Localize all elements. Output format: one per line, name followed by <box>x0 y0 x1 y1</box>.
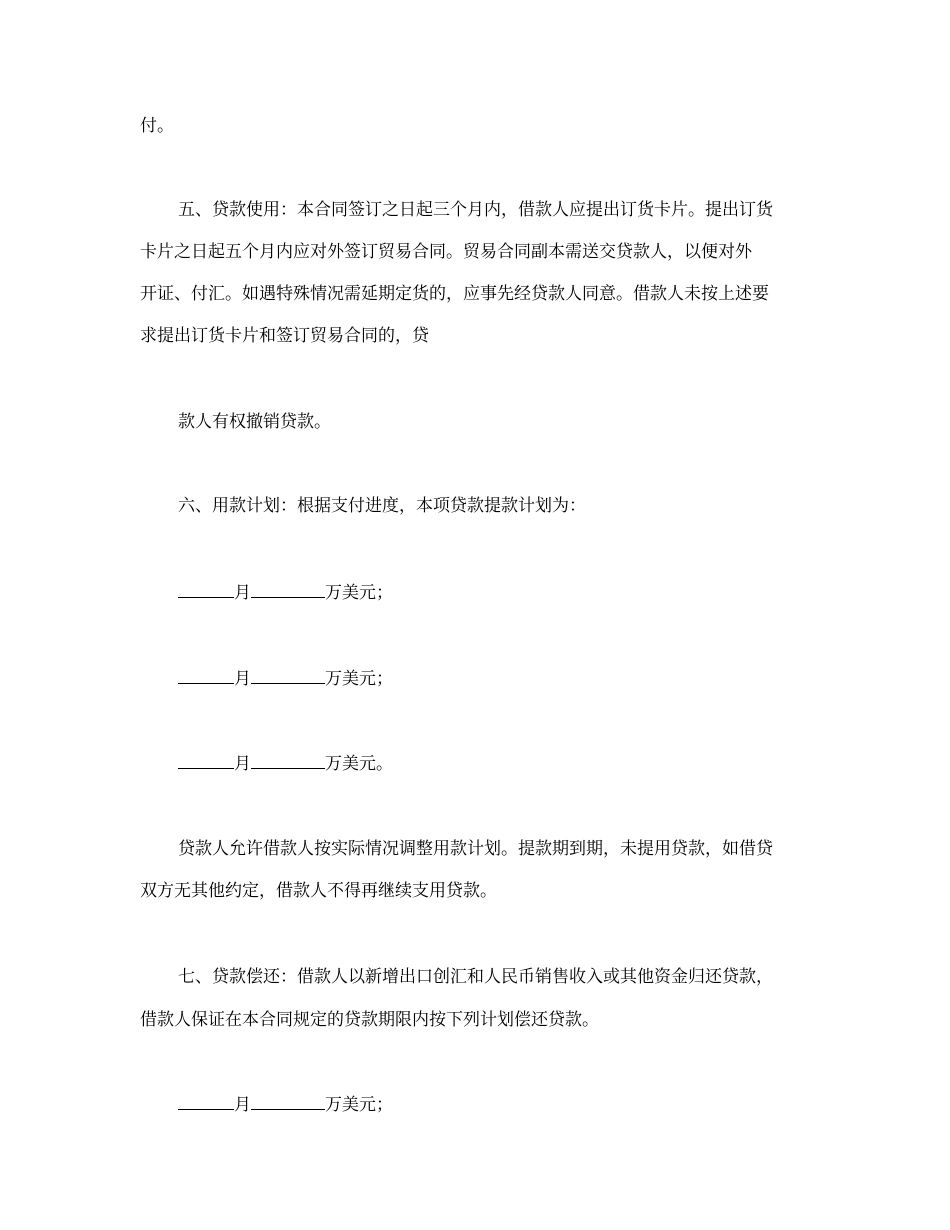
month-blank <box>178 751 234 769</box>
text-line: 开证、付汇。如遇特殊情况需延期定货的，应事先经贷款人同意。借款人未按上述要 <box>140 284 769 304</box>
text-line: 贷款人允许借款人按实际情况调整用款计划。提款期到期，未提用贷款，如借贷 <box>178 839 773 859</box>
clause-5-line-3 <box>140 282 769 306</box>
amount-blank <box>251 666 325 684</box>
clause-5-line-1 <box>178 198 773 222</box>
clause-5-line-5 <box>178 410 331 434</box>
drawdown-schedule-row <box>178 580 393 605</box>
text-line: 卡片之日起五个月内应对外签订贸易合同。贸易合同副本需送交贷款人，以便对外 <box>140 242 752 262</box>
text-line: 六、用款计划：根据支付进度，本项贷款提款计划为： <box>178 496 586 516</box>
text-line: 付。 <box>140 116 174 136</box>
drawdown-schedule-row <box>178 751 393 776</box>
paragraph-continuation <box>140 114 174 138</box>
text-line: 七、贷款偿还：借款人以新增出口创汇和人民币销售收入或其他资金归还贷款， <box>178 967 773 987</box>
text-line: 款人有权撤销贷款。 <box>178 412 331 432</box>
text-line: 求提出订货卡片和签订贸易合同的，贷 <box>140 326 429 346</box>
amount-blank <box>251 751 325 769</box>
amount-label: 万美元。 <box>325 754 393 774</box>
amount-blank <box>251 580 325 598</box>
amount-label: 万美元； <box>325 669 393 689</box>
drawdown-schedule-row <box>178 666 393 691</box>
month-blank <box>178 1092 234 1110</box>
month-label: 月 <box>234 669 251 689</box>
clause-5-line-4 <box>140 324 429 348</box>
clause-6-heading <box>178 494 586 518</box>
clause-7-line-1 <box>178 965 773 989</box>
amount-blank <box>251 1092 325 1110</box>
amount-label: 万美元； <box>325 1095 393 1115</box>
clause-6-note-line-1 <box>178 837 773 861</box>
clause-5-line-2 <box>140 240 752 264</box>
text-line: 五、贷款使用：本合同签订之日起三个月内，借款人应提出订货卡片。提出订货 <box>178 200 773 220</box>
clause-6-note-line-2 <box>140 879 497 903</box>
clause-7-line-2 <box>140 1008 599 1032</box>
month-label: 月 <box>234 754 251 774</box>
text-line: 双方无其他约定，借款人不得再继续支用贷款。 <box>140 881 497 901</box>
month-label: 月 <box>234 583 251 603</box>
text-line: 借款人保证在本合同规定的贷款期限内按下列计划偿还贷款。 <box>140 1010 599 1030</box>
amount-label: 万美元； <box>325 583 393 603</box>
month-blank <box>178 580 234 598</box>
repayment-schedule-row <box>178 1092 393 1117</box>
month-label: 月 <box>234 1095 251 1115</box>
month-blank <box>178 666 234 684</box>
